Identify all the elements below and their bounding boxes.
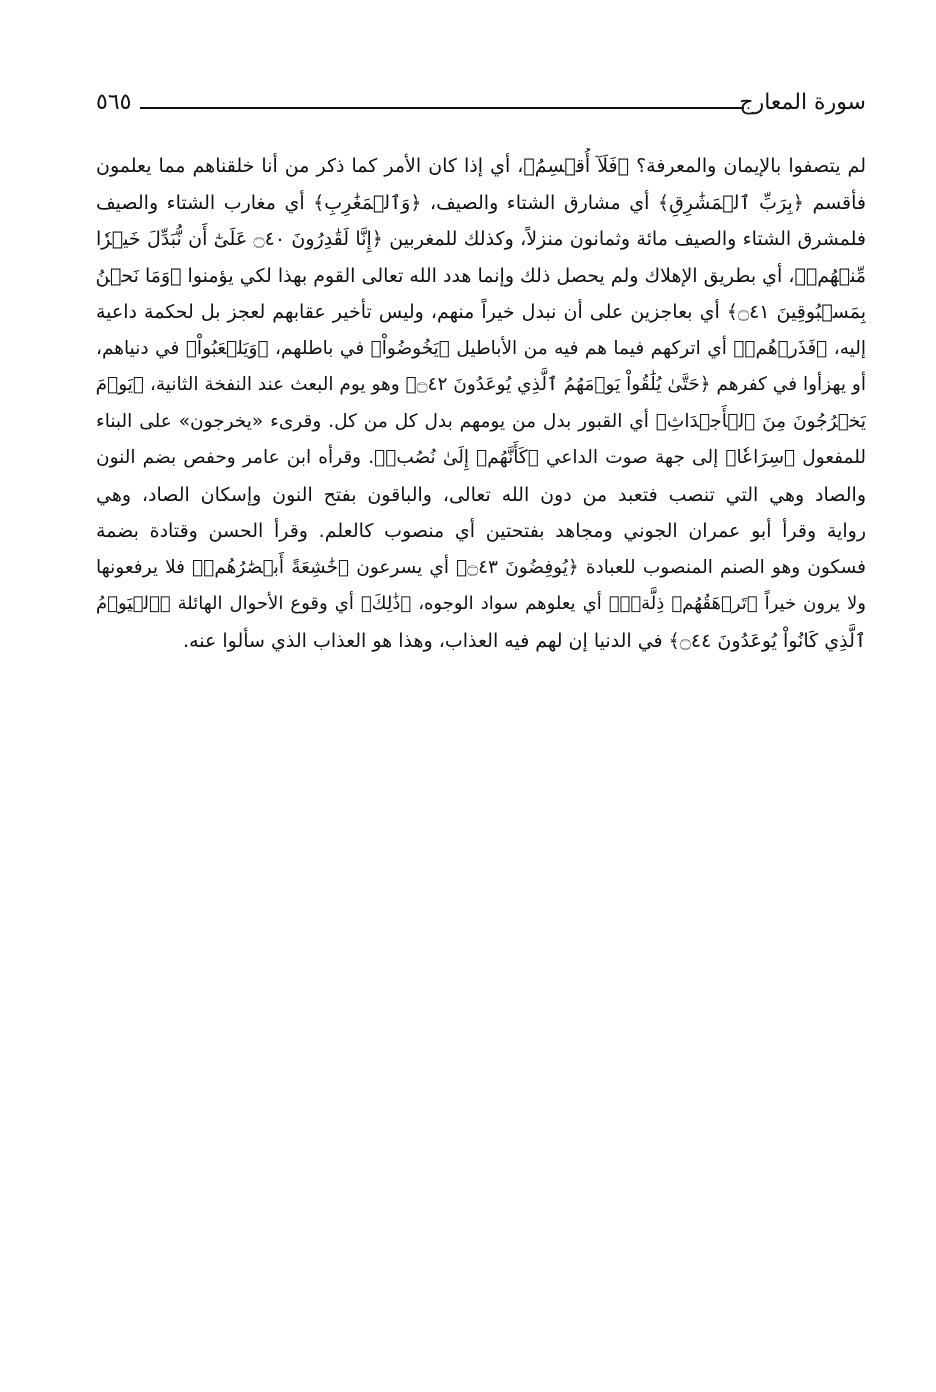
text-line-last: ٱلَّذِي كَانُواْ يُوعَدُونَ ۝٤٤﴾ في الدنيا إن لهم فيه العذاب، وهذا هو العذاب الذي سألوا عنه.: [183, 629, 866, 652]
surah-title: سورة المعارج: [739, 90, 866, 115]
header-divider-line: [140, 107, 744, 109]
text-line: ولا يرون خيراً ﴿تَرۡهَقُهُمۡ ذِلَّةٞۚ﴾ أي يعلوهم سواد الوجوه، ﴿ذَٰلِكَ﴾ أي وقوع الأحوال الهائلة ﴿ٱلۡيَوۡمُ: [96, 593, 866, 614]
running-header: [96, 88, 866, 122]
text-line: فلمشرق الشتاء والصيف مائة وثمانون منزلاً، وكذلك للمغربين ﴿إِنَّا لَقَٰدِرُونَ ۝٤٠ عَلَىٰٓ أَن نُّبَدِّلَ خَيۡرٗا: [96, 228, 866, 250]
text-line: أو يهزأوا في كفرهم ﴿حَتَّىٰ يُلَٰقُواْ يَوۡمَهُمُ ٱلَّذِي يُوعَدُونَ ۝٤٢﴾ وهو يوم البعث عند النفخة الثانية، ﴿يَوۡمَ: [96, 374, 866, 395]
text-line: لم يتصفوا بالإيمان والمعرفة؟ ﴿فَلَآ أُقۡسِمُ﴾، أي إذا كان الأمر كما ذكر من أنا خلقناهم مما يعلمون: [96, 155, 866, 177]
text-line: للمفعول ﴿سِرَاعٗا﴾ إلى جهة صوت الداعي ﴿كَأَنَّهُمۡ إِلَىٰ نُصُبٖ﴾. وقرأه ابن عامر وحفص بضم النون: [96, 447, 866, 468]
commentary-body: [96, 148, 866, 659]
text-line: والصاد وهي التي تنصب فتعبد من دون الله تعالى، والباقون بفتح النون وإسكان الصاد، وهي: [96, 483, 866, 506]
text-line: بِمَسۡبُوقِينَ ۝٤١﴾ أي بعاجزين على أن نبدل خيراً منهم، وليس تأخير عقابهم لعجز بل لحكمة داعية: [96, 301, 866, 323]
text-line: مِّنۡهُمۡ﴾، أي بطريق الإهلاك ولم يحصل ذلك وإنما هدد الله تعالى القوم بهذا لكي يؤمنوا ﴿وَمَا نَحۡنُ: [96, 264, 866, 287]
text-line: فأقسم ﴿بِرَبِّ ٱلۡمَشَٰرِقِ﴾ أي مشارق الشتاء والصيف، ﴿وَٱلۡمَغَٰرِبِ﴾ أي مغارب الشتاء والصيف: [96, 191, 866, 214]
text-line: إليه، ﴿فَذَرۡهُمۡ﴾ أي اتركهم فيما هم فيه من الأباطيل ﴿يَخُوضُواْ﴾ في باطلهم، ﴿وَيَلۡعَبُواْ﴾ في دنياهم،: [96, 337, 866, 359]
text-line: يَخۡرُجُونَ مِنَ ٱلۡأَجۡدَاثِ﴾ أي القبور بدل من يومهم بدل كل من كل. وقرىء «يخرجون» على البناء: [96, 410, 866, 432]
page-number: ٥٦٥: [96, 90, 132, 115]
text-line: رواية وقرأ أبو عمران الجوني ومجاهد بفتحتين أي منصوب كالعلم. وقرأ الحسن وقتادة بضمة: [96, 520, 866, 542]
text-line: فسكون وهو الصنم المنصوب للعبادة ﴿يُوفِضُونَ ۝٤٣﴾ أي يسرعون ﴿خَٰشِعَةً أَبۡصَٰرُهُمۡ﴾ فلا يرفعونها: [96, 556, 866, 578]
